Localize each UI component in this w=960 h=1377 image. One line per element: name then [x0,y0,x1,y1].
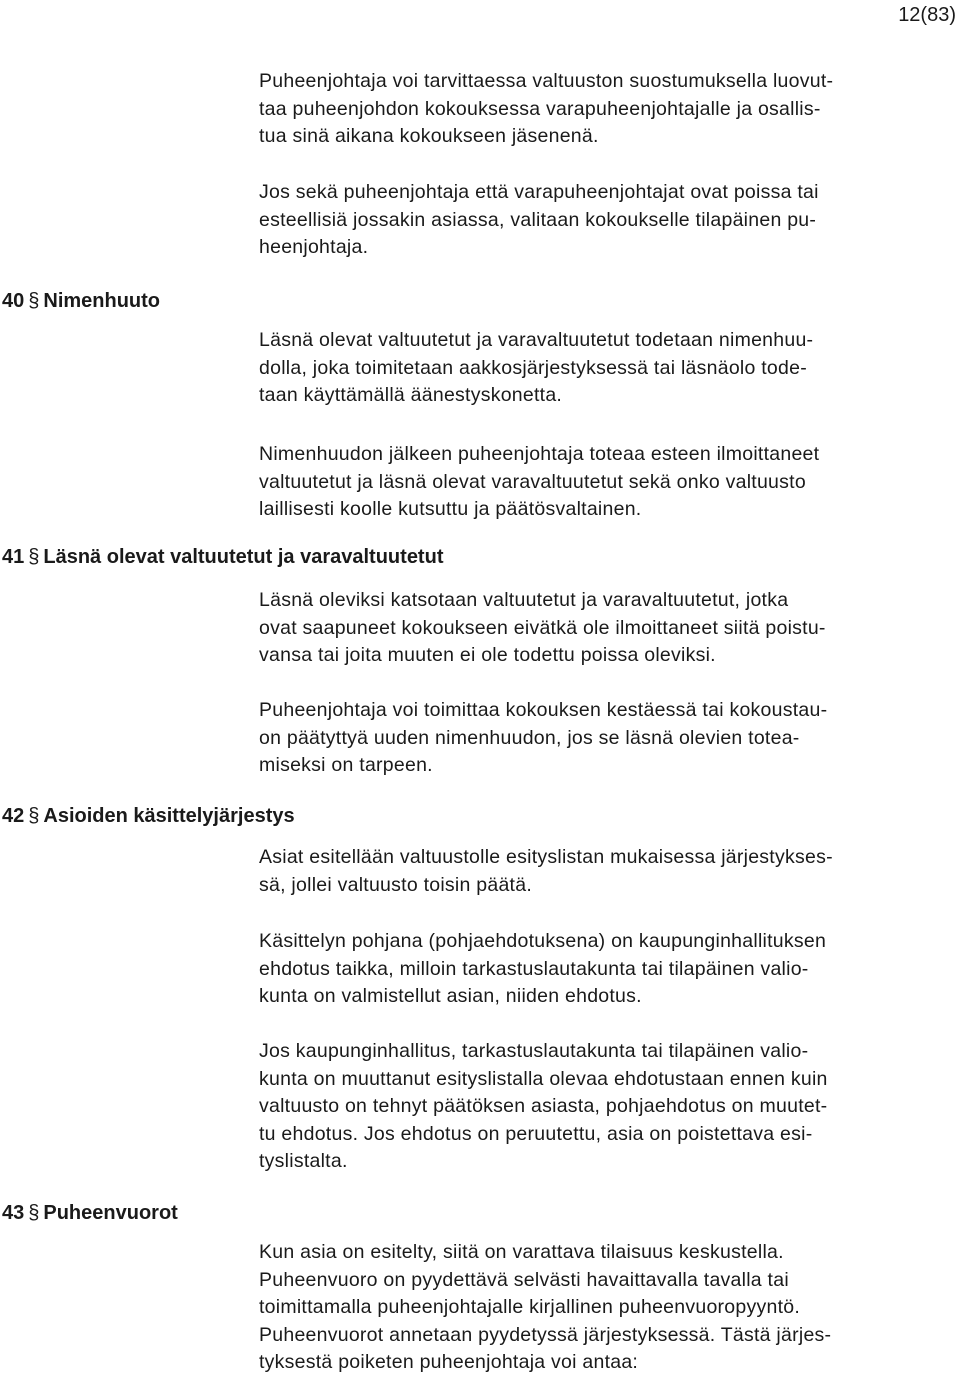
text-line: Käsittelyn pohjana (pohjaehdotuksena) on kaupunginhallituksen [259,930,827,952]
text-line: ovat saapuneet kokoukseen eivätkä ole ilmoittaneet siitä poistu- [259,616,826,639]
paragraph-10 [259,1239,955,1377]
text-line: Nimenhuudon jälkeen puheenjohtaja toteaa esteen ilmoittaneet [259,443,820,465]
text-line: Läsnä oleviksi katsotaan valtuutetut ja varavaltuutetut, jotka [259,589,789,611]
text-line: kunta on valmistellut asian, niiden ehdotus. [259,985,642,1007]
section-sign-icon: § [28,805,40,827]
section-heading-43 [2,1200,178,1226]
text-line: taa puheenjohdon kokouksessa varapuheenjohtajalle ja osallis- [259,97,821,120]
text-line: valtuutetut ja läsnä olevat varavaltuutetut sekä onko valtuusto [259,470,806,493]
text-line: Puheenjohtaja voi tarvittaessa valtuuston suostumuksella luovut- [259,70,834,92]
text-line: heenjohtaja. [259,236,369,258]
text-line: Kun asia on esitelty, siitä on varattava tilaisuus keskustella. [259,1241,784,1263]
paragraph-7 [259,844,955,899]
text-line: tyslistalta. [259,1150,348,1172]
text-line: vansa tai joita muuten ei ole todettu poissa oleviksi. [259,644,716,666]
section-title: Asioiden käsittelyjärjestys [43,805,295,827]
paragraph-1 [259,68,955,151]
section-number: 43 [2,1202,25,1224]
page-number: 12(83) [898,4,956,26]
paragraph-9 [259,1038,955,1176]
text-line: valtuusto on tehnyt päätöksen asiasta, pohjaehdotus on muutet- [259,1095,828,1117]
section-title: Nimenhuuto [43,290,161,312]
text-line: tua sinä aikana kokoukseen jäsenenä. [259,125,599,147]
paragraph-3 [259,327,955,410]
text-line: tu ehdotus. Jos ehdotus on peruutettu, asia on poistettava esi- [259,1122,813,1145]
text-line: Puheenvuorot annetaan pyydetyssä järjestyksessä. Tästä järjes- [259,1323,832,1346]
section-heading-40 [2,288,160,314]
text-line: on päätyttyä uuden nimenhuudon, jos se läsnä olevien totea- [259,726,800,749]
paragraph-5 [259,587,955,670]
text-line: miseksi on tarpeen. [259,754,433,776]
text-line: sä, jollei valtuusto toisin päätä. [259,873,532,896]
text-line: taan käyttämällä äänestyskonetta. [259,384,563,406]
text-line: Läsnä olevat valtuutetut ja varavaltuutetut todetaan nimenhuu- [259,329,814,351]
section-heading-42 [2,803,295,829]
section-heading-41 [2,544,443,570]
text-line: esteellisiä jossakin asiassa, valitaan kokoukselle tilapäinen pu- [259,208,817,231]
paragraph-8 [259,928,955,1011]
text-line: Jos sekä puheenjohtaja että varapuheenjohtajat ovat poissa tai [259,181,819,203]
text-line: ehdotus taikka, milloin tarkastuslautakunta tai tilapäinen valio- [259,957,809,980]
paragraph-4 [259,441,955,524]
text-line: Asiat esitellään valtuustolle esityslistan mukaisessa järjestykses- [259,846,833,868]
text-line: toimittamalla puheenjohtajalle kirjallinen puheenvuoropyyntö. [259,1296,800,1318]
text-line: kunta on muuttanut esityslistalla olevaa ehdotustaan ennen kuin [259,1067,828,1090]
section-sign-icon: § [28,1202,40,1224]
section-number: 41 [2,546,25,568]
section-title: Puheenvuorot [43,1202,178,1224]
paragraph-6 [259,697,955,780]
section-sign-icon: § [28,546,40,568]
paragraph-2 [259,179,955,262]
text-line: Jos kaupunginhallitus, tarkastuslautakunta tai tilapäinen valio- [259,1040,809,1062]
text-line: dolla, joka toimitetaan aakkosjärjestyksessä tai läsnäolo tode- [259,356,807,379]
text-line: Puheenvuoro on pyydettävä selvästi havaittavalla tavalla tai [259,1268,789,1291]
text-line: Puheenjohtaja voi toimittaa kokouksen kestäessä tai kokoustau- [259,699,828,721]
section-number: 42 [2,805,25,827]
section-title: Läsnä olevat valtuutetut ja varavaltuutetut [43,546,444,568]
text-line: laillisesti koolle kutsuttu ja päätösvaltainen. [259,498,642,520]
section-number: 40 [2,290,25,312]
text-line: tyksestä poiketen puheenjohtaja voi antaa: [259,1351,639,1373]
section-sign-icon: § [28,290,40,312]
